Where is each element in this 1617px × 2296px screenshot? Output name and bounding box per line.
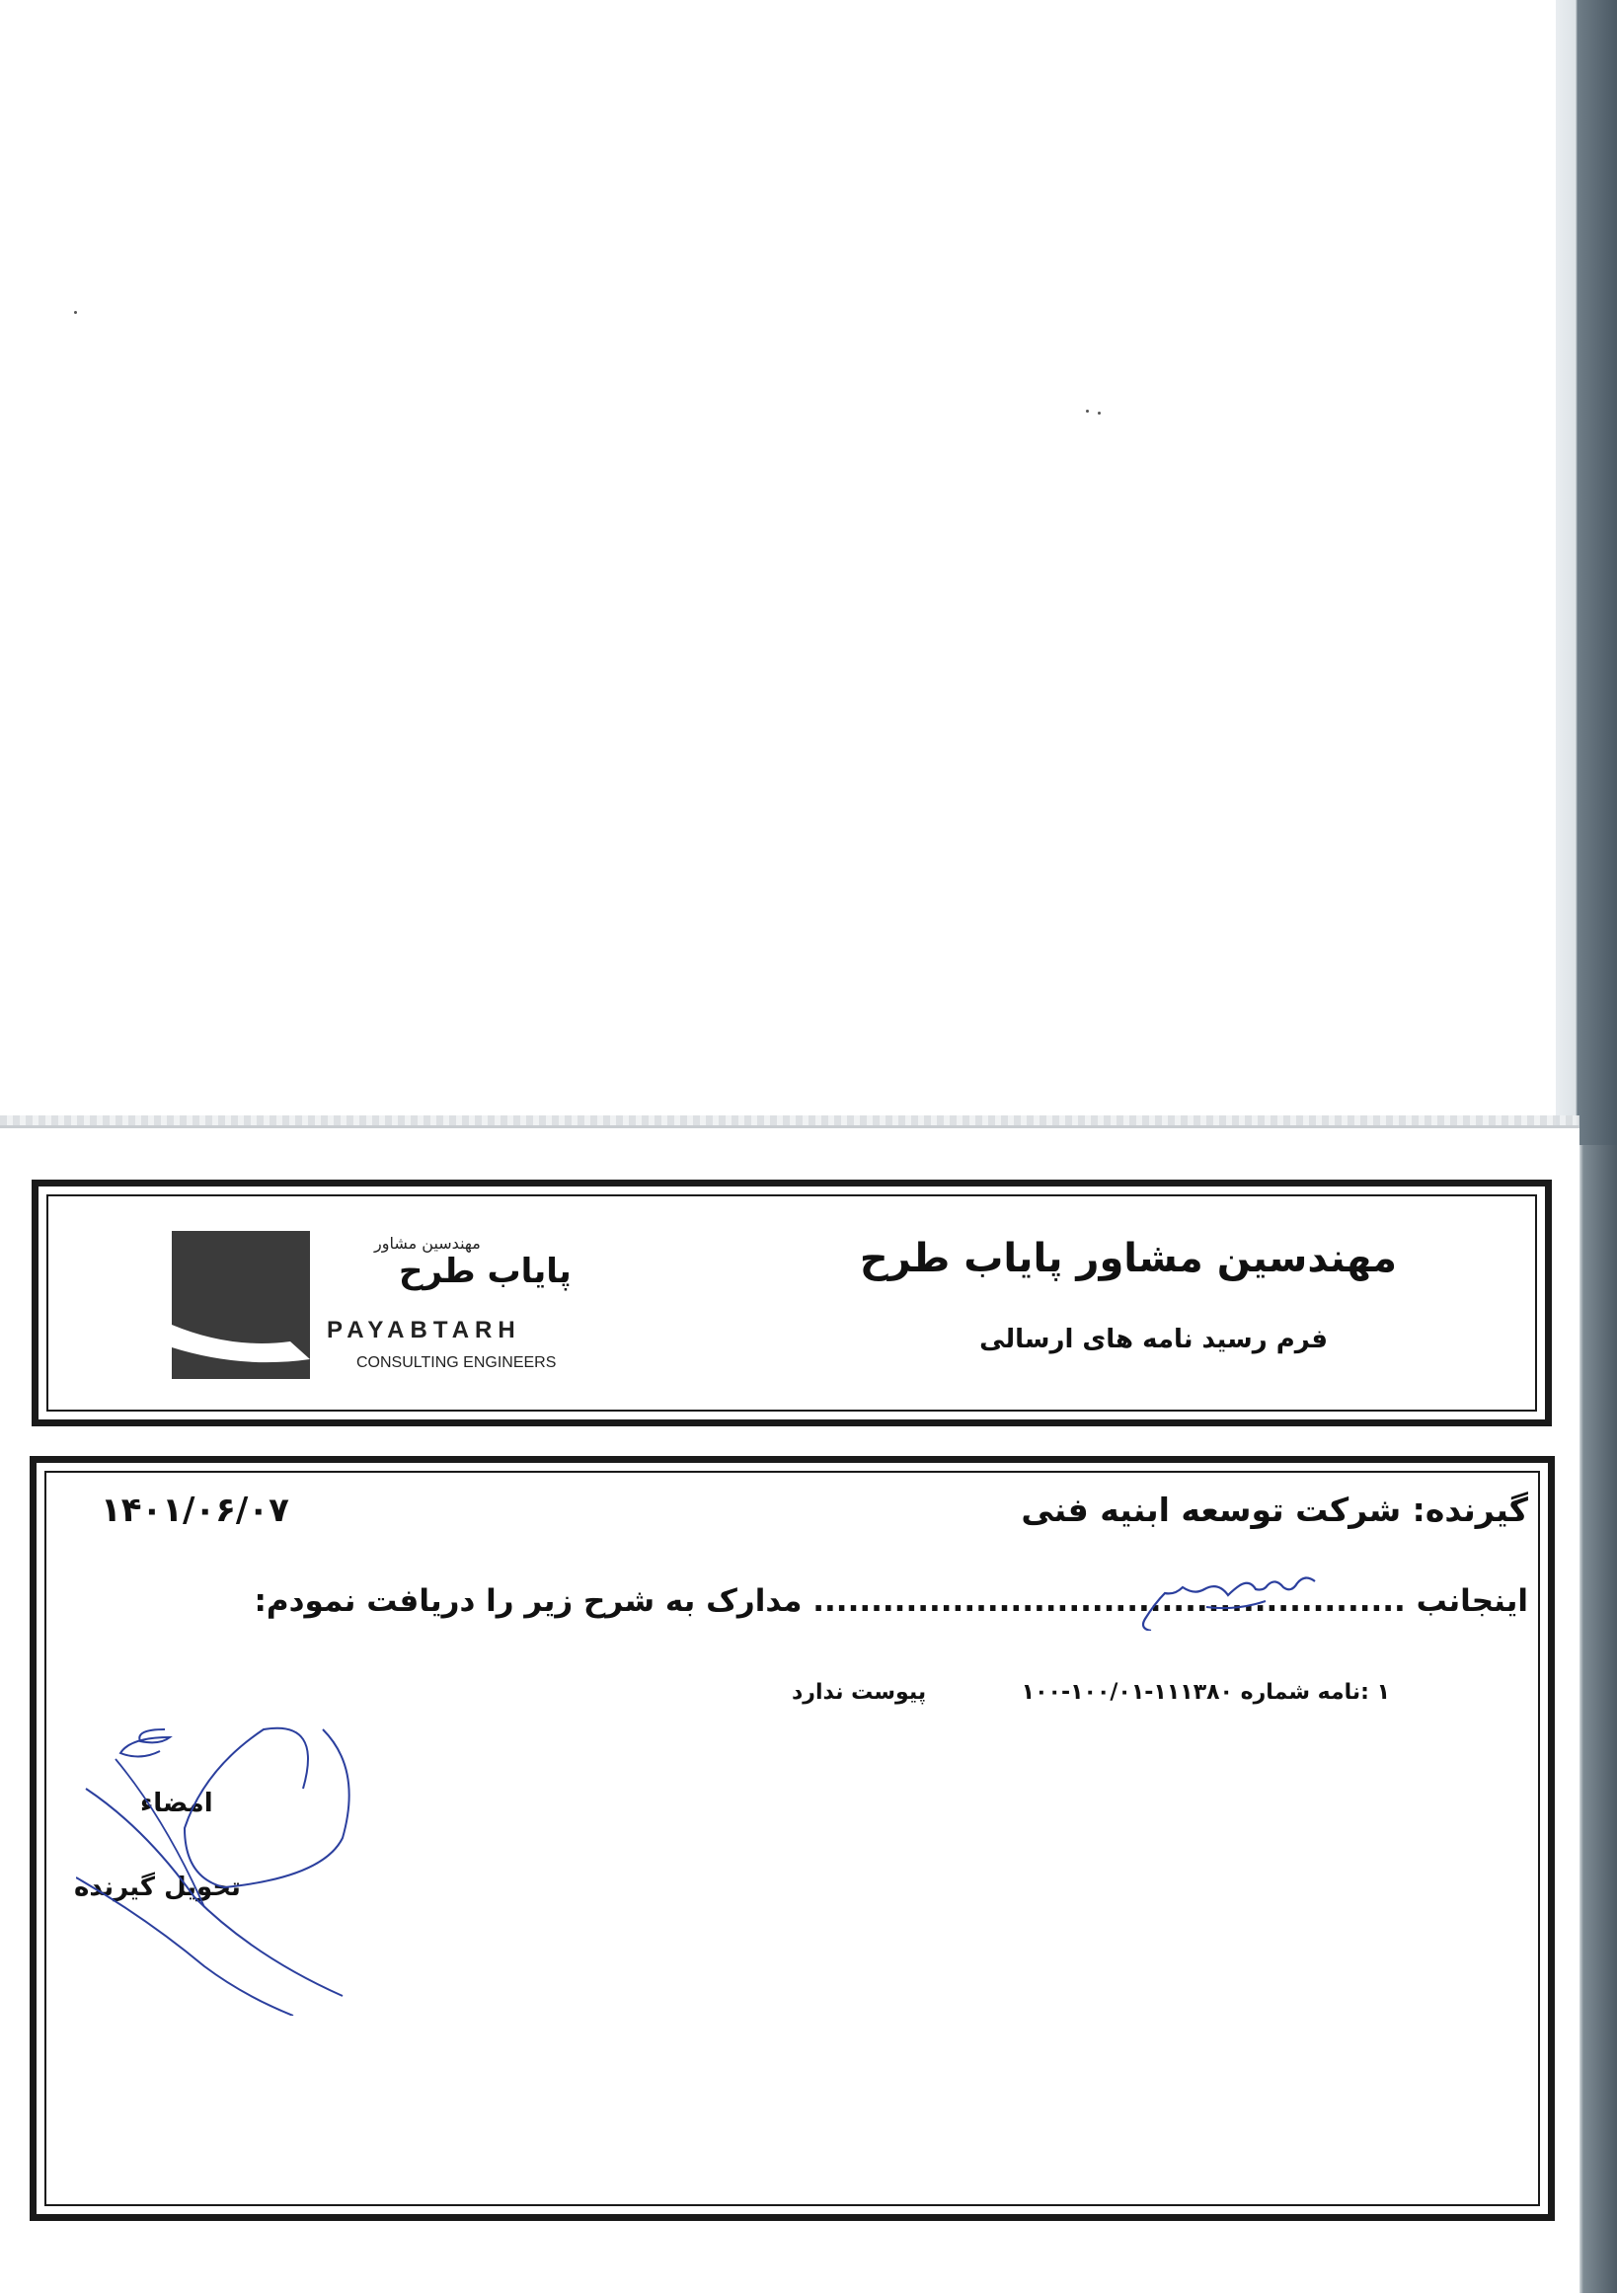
receiver-label: تحویل گیرنده xyxy=(74,1873,241,1902)
signature-label: امضاء xyxy=(140,1789,213,1818)
recipient-line: گیرنده: شرکت توسعه ابنیه فنی xyxy=(1021,1491,1528,1529)
receipt-body-box xyxy=(30,1456,1555,2221)
receipt-date: ۱۴۰۱/۰۶/۰۷ xyxy=(101,1491,289,1530)
header-box xyxy=(32,1180,1552,1426)
attachment-note: پیوست ندارد xyxy=(792,1680,927,1705)
company-logo-mark xyxy=(172,1231,310,1379)
scan-edge-lower xyxy=(1579,1145,1617,2293)
receipt-body-frame xyxy=(44,1471,1540,2206)
receipt-name-blank: ................................................... xyxy=(812,1583,1406,1619)
receipt-statement xyxy=(255,1583,1528,1619)
letter-item-line: ۱ :نامه شماره ۱۱۱۳۸۰-۱۰۰/۰۱-۱۰۰ xyxy=(1021,1680,1390,1705)
logo-name-fa: پایاب طرح xyxy=(399,1252,572,1291)
form-title: فرم رسید نامه های ارسالی xyxy=(979,1325,1328,1354)
scan-speck xyxy=(1086,410,1089,413)
logo-subtitle-en: CONSULTING ENGINEERS xyxy=(356,1354,557,1371)
logo-small-text: مهندسین مشاور xyxy=(374,1234,481,1253)
handwritten-signature xyxy=(76,1720,412,2016)
receipt-prefix: اینجانب xyxy=(1416,1583,1528,1619)
scan-edge xyxy=(1556,0,1617,1145)
receipt-suffix: مدارک به شرح زیر را دریافت نمودم: xyxy=(254,1583,803,1619)
handwritten-name xyxy=(1117,1552,1325,1631)
scan-speck xyxy=(1098,412,1101,415)
logo-name-en: PAYABTARH xyxy=(327,1317,521,1343)
company-title: مهندسین مشاور پایاب طرح xyxy=(859,1236,1397,1281)
scan-speck xyxy=(74,311,77,314)
header-inner-frame xyxy=(46,1194,1537,1412)
